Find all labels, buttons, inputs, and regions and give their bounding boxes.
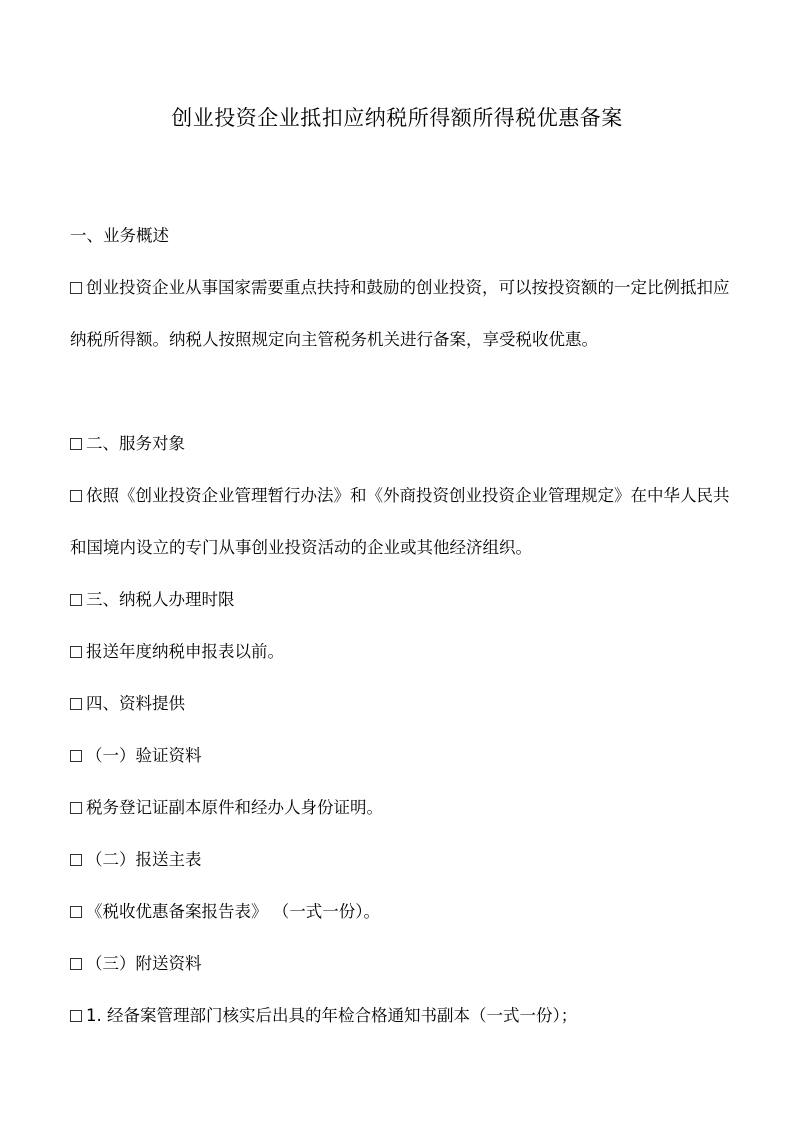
paragraph-text: （三）附送资料 [86, 954, 202, 973]
checkbox-placeholder-icon [70, 594, 82, 606]
paragraph-text: （一）验证资料 [86, 746, 202, 765]
checkbox-placeholder-icon [70, 490, 82, 502]
paragraph-text: 报送年度纳税申报表以前。 [86, 642, 284, 661]
paragraph-text: 三、纳税人办理时限 [86, 590, 235, 609]
checkbox-placeholder-icon [70, 698, 82, 710]
paragraph-main-form-body [70, 886, 730, 938]
checkbox-placeholder-icon [70, 282, 82, 294]
paragraph-attachment-item-1 [70, 990, 730, 1042]
document-title: 创业投资企业抵扣应纳税所得额所得税优惠备案 [171, 106, 623, 130]
checkbox-placeholder-icon [70, 958, 82, 970]
paragraph-text: 《税收优惠备案报告表》 （一式一份）。 [86, 902, 380, 921]
subheading-main-form [70, 834, 730, 886]
paragraph-overview-body [70, 262, 730, 366]
paragraph-text: 创业投资企业从事国家需要重点扶持和鼓励的创业投资，可以按投资额的一定比例抵扣应纳税所得额。纳税人按照规定向主管税务机关进行备案，享受税收优惠。 [70, 278, 730, 349]
subheading-verification [70, 730, 730, 782]
section-heading-overview [70, 210, 730, 262]
paragraph-text: 1. 经备案管理部门核实后出具的年检合格通知书副本（一式一份）； [86, 1006, 578, 1025]
paragraph-text: 税务登记证副本原件和经办人身份证明。 [86, 798, 383, 817]
paragraph-time-limit-body [70, 626, 730, 678]
paragraph-text: 二、服务对象 [86, 434, 185, 453]
checkbox-placeholder-icon [70, 906, 82, 918]
checkbox-placeholder-icon [70, 646, 82, 658]
section-heading-materials [70, 678, 730, 730]
checkbox-placeholder-icon [70, 750, 82, 762]
subheading-attachments [70, 938, 730, 990]
checkbox-placeholder-icon [70, 802, 82, 814]
paragraph-text: （二）报送主表 [86, 850, 202, 869]
paragraph-text: 四、资料提供 [86, 694, 185, 713]
paragraph-text: 一、业务概述 [70, 226, 169, 245]
section-heading-service-target [70, 418, 730, 470]
checkbox-placeholder-icon [70, 854, 82, 866]
paragraph-service-target-body [70, 470, 730, 574]
paragraph-text: 依照《创业投资企业管理暂行办法》和《外商投资创业投资企业管理规定》在中华人民共和国境内设立的专门从事创业投资活动的企业或其他经济组织。 [70, 486, 730, 557]
paragraph-verification-body [70, 782, 730, 834]
checkbox-placeholder-icon [70, 1010, 82, 1022]
checkbox-placeholder-icon [70, 438, 82, 450]
section-heading-time-limit [70, 574, 730, 626]
